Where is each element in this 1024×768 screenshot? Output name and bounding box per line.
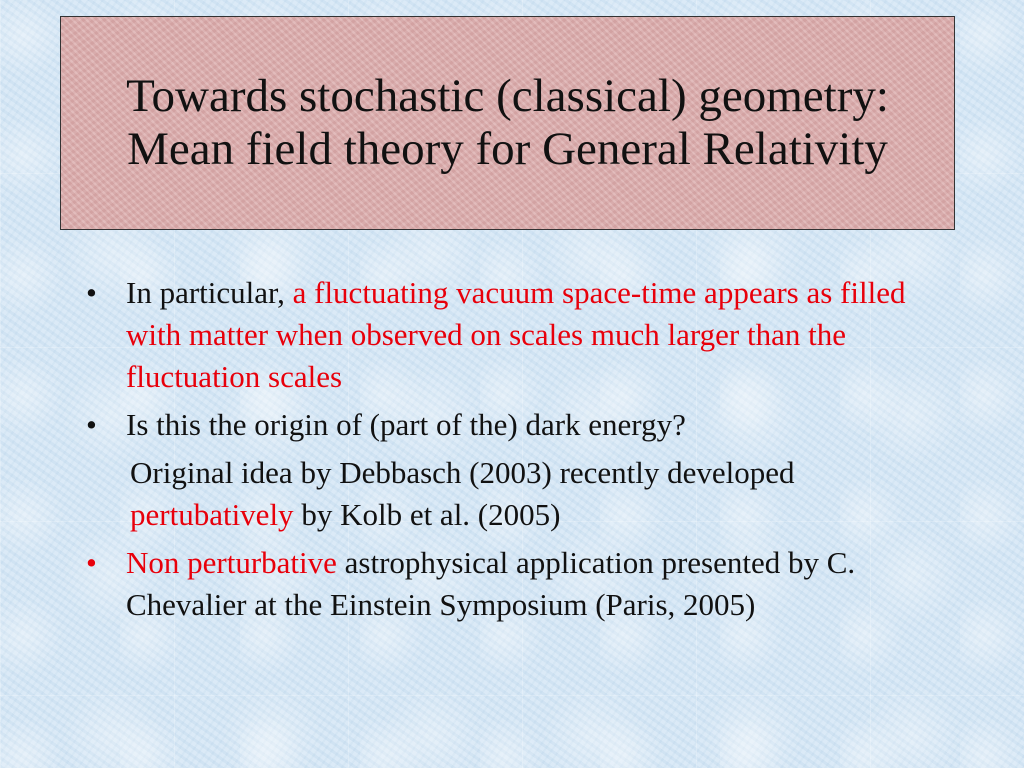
bullet-marker: • bbox=[86, 407, 97, 442]
bullet-marker: • bbox=[86, 545, 97, 580]
bullet-item-particular bbox=[86, 272, 916, 398]
bullet-text-plain: by Kolb et al. (2005) bbox=[293, 497, 561, 532]
bullet-text-highlight: a fluctuating vacuum space-time appears as filled with matter when observed on scales much larger than the fluctuation scales bbox=[126, 275, 906, 394]
bullet-text-plain: In particular, bbox=[126, 275, 293, 310]
bullet-text-highlight: pertubatively bbox=[130, 497, 294, 532]
bullet-item-dark-energy bbox=[86, 404, 916, 446]
slide-title: Towards stochastic (classical) geometry: Mean field theory for General Relativity bbox=[126, 70, 889, 175]
bullet-text-highlight: Non perturbative bbox=[126, 545, 337, 580]
bullet-marker: • bbox=[86, 275, 97, 310]
bullet-text-plain: Original idea by Debbasch (2003) recently developed bbox=[130, 455, 795, 490]
bullet-item-non-perturbative bbox=[86, 542, 916, 626]
bullet-list bbox=[86, 272, 916, 632]
bullet-text-plain: Is this the origin of (part of the) dark energy? bbox=[126, 407, 686, 442]
bullet-item-original-idea bbox=[86, 452, 916, 536]
title-box bbox=[60, 16, 955, 230]
bullet-text-plain: astrophysical application presented by C. Chevalier at the Einstein Symposium (Paris, 2005) bbox=[126, 545, 856, 622]
